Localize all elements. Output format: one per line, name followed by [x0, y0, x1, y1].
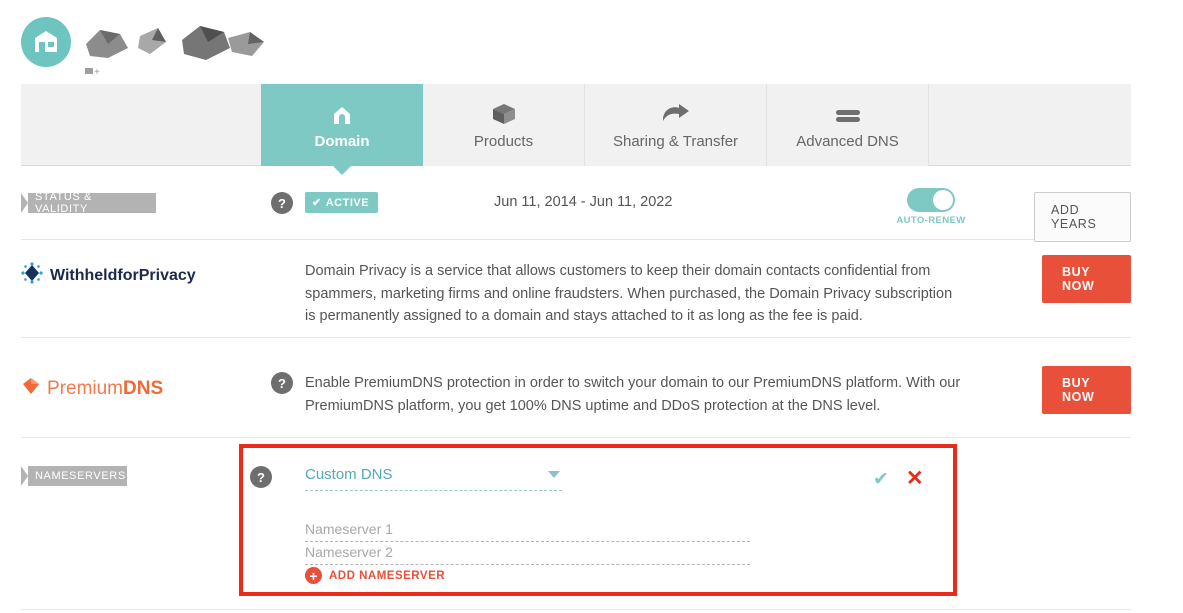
nameserver-1-input[interactable] [305, 521, 750, 542]
box-icon [491, 100, 517, 126]
auto-renew-toggle[interactable] [883, 188, 979, 226]
dns-type-select-value: Custom DNS [305, 466, 393, 483]
auto-renew-switch[interactable] [907, 188, 955, 212]
nav-spacer-left [21, 84, 261, 165]
diamond-dots-icon [21, 262, 43, 289]
nameserver-2-underline [305, 564, 750, 565]
chevron-down-icon[interactable] [548, 471, 560, 478]
status-badge [305, 192, 378, 213]
premium-dns-brand [21, 376, 163, 401]
tab-sharing-transfer[interactable] [585, 84, 767, 166]
toggle-knob [933, 190, 953, 210]
check-icon: ✔ [312, 197, 322, 209]
add-years-button[interactable]: ADD YEARS [1034, 192, 1131, 242]
dns-type-select-underline [305, 490, 562, 491]
nav-spacer-right [929, 84, 1131, 165]
nameserver-1-placeholder: Nameserver 1 [305, 521, 393, 537]
premium-dns-row [21, 338, 1131, 438]
tab-advanced-dns[interactable] [767, 84, 929, 166]
dns-type-select[interactable] [305, 466, 562, 491]
privacy-description: Domain Privacy is a service that allows customers to keep their domain contacts confidential from spammers, marketing firms and online fraudsters. When purchased, the Domain Privacy subscription is permanently assigned to a domain and stays attached to it as long as the fee is paid. [305, 263, 953, 324]
status-ribbon-label: STATUS & VALIDITY [21, 193, 156, 213]
add-user-icon[interactable] [84, 64, 102, 78]
cancel-nameservers-close-icon[interactable]: ✕ [906, 467, 924, 490]
status-badge-label: ACTIVE [325, 196, 370, 209]
domain-privacy-row [21, 240, 1131, 338]
tab-advanced-dns-label: Advanced DNS [796, 133, 899, 150]
nameserver-1-underline [305, 541, 750, 542]
top-brand-bar [0, 0, 1183, 82]
server-stack-icon [833, 100, 863, 126]
premium-dns-description: Enable PremiumDNS protection in order to switch your domain to our PremiumDNS platform. With our PremiumDNS platform, you get 100% DNS uptime and DDoS protection at the DNS level. [305, 375, 961, 414]
withheld-brand-label: WithheldforPrivacy [50, 266, 196, 284]
home-icon [330, 100, 354, 126]
tab-domain-label: Domain [314, 133, 370, 150]
tab-products[interactable] [423, 84, 585, 166]
add-nameserver-label: ADD NAMESERVER [329, 569, 446, 582]
share-transfer-icon [661, 100, 691, 126]
svg-text:+: + [94, 67, 100, 78]
plus-circle-icon: + [305, 567, 322, 584]
tab-sharing-transfer-label: Sharing & Transfer [612, 133, 739, 150]
status-validity-row [21, 166, 1131, 240]
nameservers-help-icon[interactable]: ? [250, 466, 272, 488]
premium-dns-buy-now-button[interactable]: BUY NOW [1042, 366, 1131, 414]
nameservers-ribbon-label: NAMESERVERS [21, 466, 127, 486]
withheld-for-privacy-brand [21, 262, 196, 289]
polygon-blobs-decoration [78, 22, 288, 62]
diamond-icon [21, 376, 41, 401]
tab-products-label: Products [473, 133, 534, 150]
nameserver-2-input[interactable] [305, 544, 750, 565]
nameserver-2-placeholder: Nameserver 2 [305, 544, 393, 560]
privacy-buy-now-button[interactable]: BUY NOW [1042, 255, 1131, 303]
right-margin-strip [1131, 0, 1183, 613]
add-nameserver-button[interactable] [305, 567, 445, 584]
confirm-nameservers-check-icon[interactable]: ✔ [873, 469, 889, 490]
premium-dns-brand-label: PremiumDNS [47, 377, 164, 399]
status-help-icon[interactable]: ? [271, 192, 293, 214]
premium-dns-help-icon[interactable]: ? [271, 372, 293, 394]
main-nav [21, 84, 1131, 166]
tab-domain[interactable] [261, 84, 423, 166]
auto-renew-label: AUTO-RENEW [896, 215, 966, 226]
store-front-icon[interactable] [21, 17, 71, 67]
domain-dates: Jun 11, 2014 - Jun 11, 2022 [494, 194, 673, 210]
